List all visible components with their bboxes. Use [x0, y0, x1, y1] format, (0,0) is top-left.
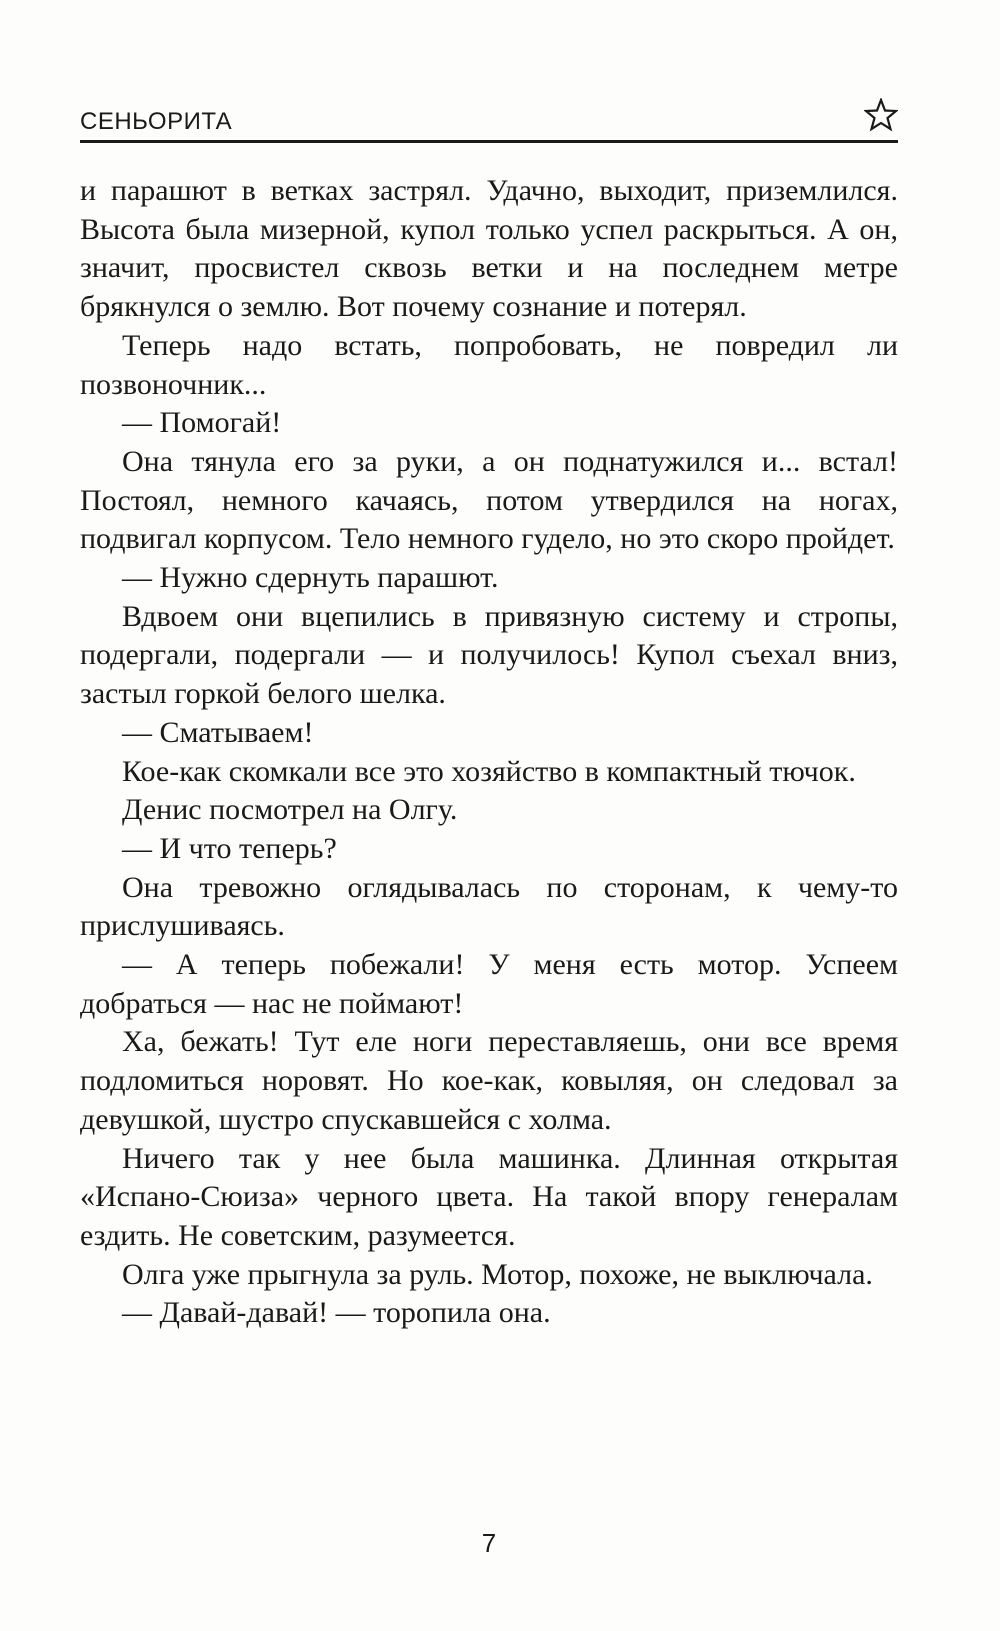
- paragraph: Олга уже прыгнула за руль. Мотор, похоже, не выключала.: [122, 1257, 873, 1291]
- paragraph: и парашют в ветках застрял. Удачно, выходит, приземлился. Высота была мизерной, купол только успел раскрыться. А он, значит, просвистел сквозь ветки и на последнем метре брякнулся о землю. Вот почему сознание и потерял.: [80, 174, 898, 324]
- dialogue-line: — Помогай!: [122, 406, 282, 440]
- paragraph: Ха, бежать! Тут еле ноги переставляешь, они все время подломиться норовят. Но кое-как, ковыляя, он следовал за девушкой, шустро спускавшейся с холма.: [80, 1025, 898, 1136]
- body-text: [80, 172, 898, 1333]
- paragraph: Она тянула его за руки, а он поднатужился и... встал! Постоял, немного качаясь, потом утвердился на ногах, подвигал корпусом. Тело немного гудело, но это скоро пройдет.: [80, 444, 898, 556]
- dialogue-line: — А теперь побежали! У меня есть мотор. Успеем добраться — нас не поймают!: [80, 948, 898, 1020]
- paragraph: Ничего так у нее была машинка. Длинная открытая «Испано-Сюиза» черного цвета. На такой впору генералам ездить. Не советским, разумеется.: [80, 1141, 898, 1252]
- dialogue-line: — Давай-давай! — торопила она.: [122, 1296, 551, 1330]
- page-header: [80, 100, 898, 140]
- star-outline-icon: [864, 98, 898, 132]
- dialogue-line: — Нужно сдернуть парашют.: [122, 561, 499, 595]
- header-rule: [80, 140, 898, 143]
- paragraph: Теперь надо встать, попробовать, не повредил ли позвоночник...: [80, 328, 898, 401]
- paragraph: Денис посмотрел на Олгу.: [122, 793, 458, 827]
- dialogue-line: — И что теперь?: [122, 831, 337, 865]
- dialogue-line: — Сматываем!: [122, 715, 314, 749]
- paragraph: Кое-как скомкали все это хозяйство в компактный тючок.: [122, 754, 856, 788]
- page-number: 7: [481, 1528, 497, 1558]
- paragraph: Она тревожно оглядывалась по сторонам, к чему-то прислушиваясь.: [80, 870, 898, 943]
- paragraph: Вдвоем они вцепились в привязную систему и стропы, подергали, подергали — и получилось! Купол съехал вниз, застыл горкой белого шелка.: [80, 599, 898, 711]
- running-title: СЕНЬОРИТА: [80, 108, 233, 135]
